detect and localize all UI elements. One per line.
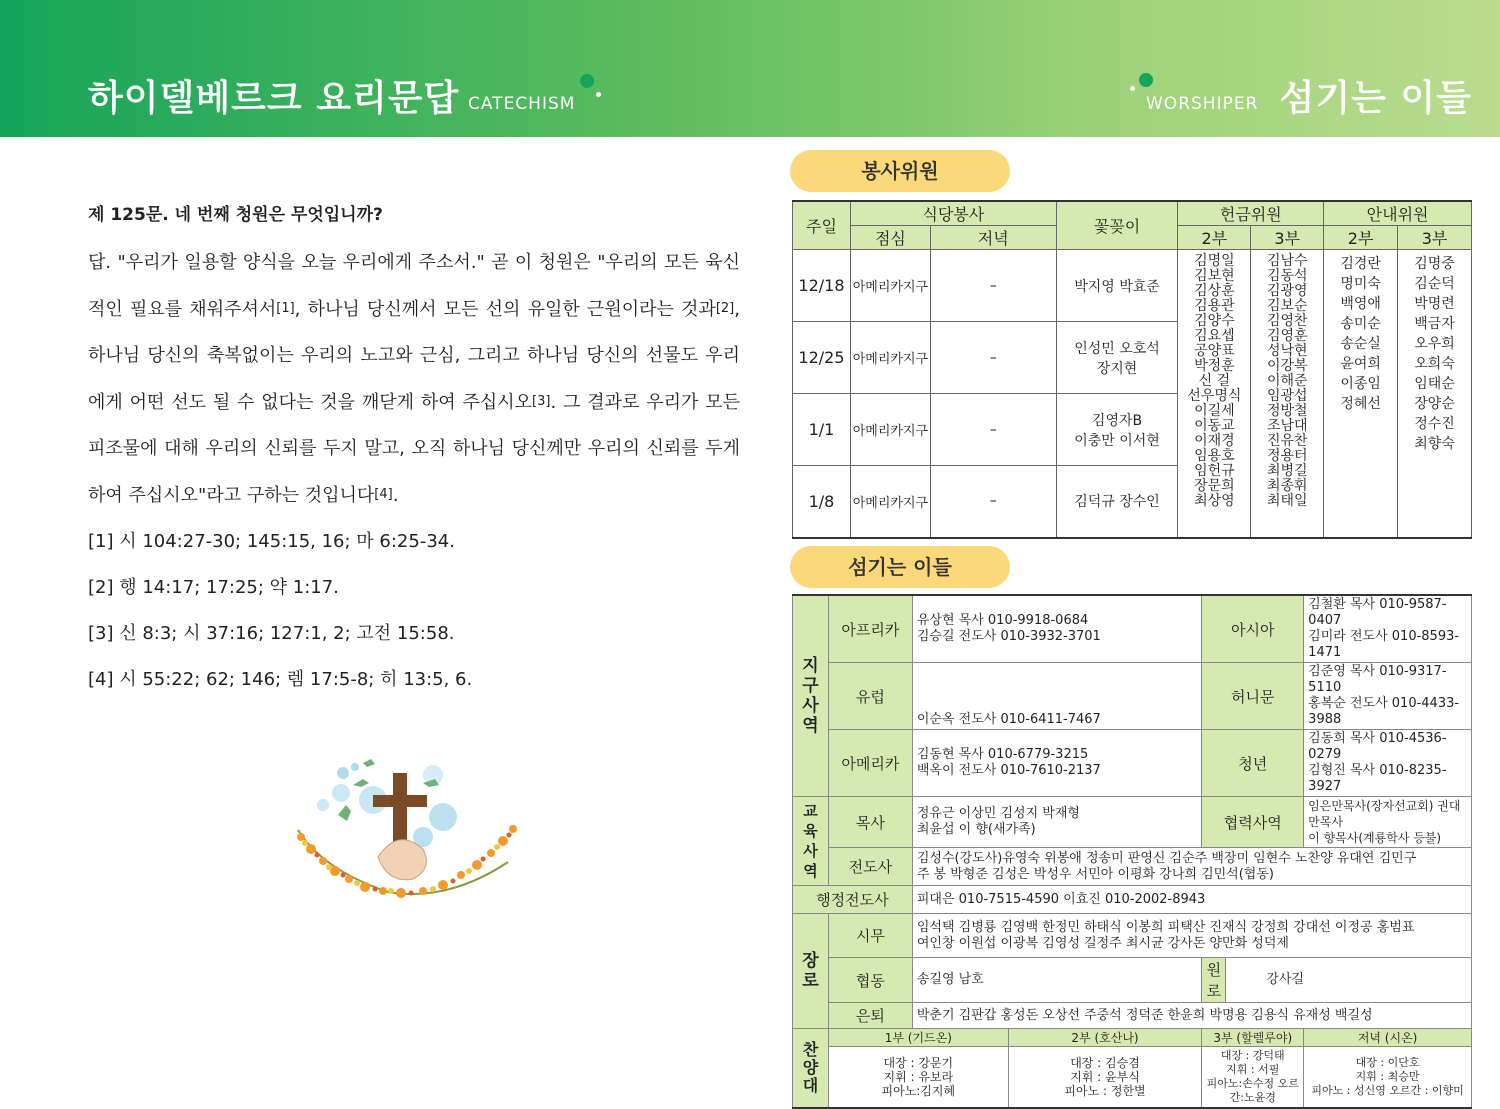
europe-label: 유럽: [828, 663, 912, 730]
footnote-ref: [1]: [276, 301, 295, 316]
header-lunch: 점심: [850, 226, 930, 250]
choir-3-info: 대장 : 강덕태 지휘 : 서필 피아노:손수정 오르간:노윤경: [1202, 1047, 1304, 1109]
europe-contacts: 이순옥 전도사 010-6411-7467: [912, 663, 1202, 730]
pastor-names: 정유근 이상민 김성지 박재형 최윤섭 이 향(새가족): [912, 797, 1202, 848]
answer-text: . 그 결과로 우리가 모든 피조물에 대해 우리의 신뢰를 두지 말고, 오직 하나님 당신께만 우리의 신뢰를 두게 하여 주십시오"라고 구하는 것입니다: [88, 392, 740, 506]
honorary-elder-label: 원로: [1202, 958, 1226, 1003]
green-dot-decoration: [1139, 73, 1153, 87]
header-guide-2: 2부: [1324, 226, 1398, 250]
answer-text: 답. "우리가 일용할 양식을 오늘 우리에게 주소서." 곧 이 청원은 "우리의 모든 육신적인 필요를 채워주셔서: [88, 252, 740, 320]
cooperative-names: 임은만목사(장자선교회) 권대만목사 이 향목사(계룡학사 등불): [1304, 797, 1472, 848]
offering-2-names: 김명일 김보현 김상훈 김용관 김양수 김요셉 공양표 박정훈 신 걸 선우명식 이길세 이동교 이재경 임용호 임헌규 장문희 최상영: [1178, 250, 1251, 538]
white-dot-decoration: [596, 92, 601, 97]
row-date: 1/1: [793, 394, 851, 466]
retired-elder-names: 박춘기 김판갑 홍성돈 오상선 주중석 정덕준 한윤희 박명용 김용식 유재성 백길성: [912, 1003, 1471, 1029]
active-elder-names: 임석택 김병룡 김영백 한정민 하태식 이봉희 피택산 진재식 강정희 강대선 이정공 홍범표 여인창 이원섭 이광복 김영성 길정주 최시균 강사돈 양만화 성덕제: [912, 914, 1471, 958]
reference-1: [1] 시 104:27-30; 145:15, 16; 마 6:25-34.: [88, 531, 455, 552]
row-lunch: 아메리카지구: [850, 394, 930, 466]
row-dinner: –: [930, 466, 1056, 538]
associate-elder-label: 협동: [828, 958, 912, 1003]
america-contacts: 김동현 목사 010-6779-3215 백옥이 전도사 010-7610-2137: [912, 730, 1202, 797]
worshiper-subtitle: WORSHIPER: [1146, 94, 1259, 114]
row-lunch: 아메리카지구: [850, 322, 930, 394]
service-committee-heading: 봉사위원: [790, 150, 1010, 192]
header-day: 주일: [793, 201, 851, 250]
header-offering: 헌금위원: [1178, 201, 1324, 226]
choir-2-name: 2부 (호산나): [1008, 1029, 1202, 1047]
row-date: 12/25: [793, 322, 851, 394]
header-offering-3: 3부: [1251, 226, 1324, 250]
row-flowers: 박지영 박효준: [1056, 250, 1178, 322]
header-guide-3: 3부: [1398, 226, 1472, 250]
choir-1-name: 1부 (기드온): [828, 1029, 1008, 1047]
row-dinner: –: [930, 394, 1056, 466]
honorary-elder-names: 강사길: [1226, 958, 1472, 1003]
row-date: 12/18: [793, 250, 851, 322]
row-flowers: 인성민 오호석 장지현: [1056, 322, 1178, 394]
header-dinner: 저녁: [930, 226, 1056, 250]
answer-text: , 하나님 당신께서 모든 선의 유일한 근원이라는 것과: [294, 299, 716, 320]
header-offering-2: 2부: [1178, 226, 1251, 250]
row-date: 1/8: [793, 466, 851, 538]
choir-1-info: 대장 : 강문기 지휘 : 유보라 피아노:김지혜: [828, 1047, 1008, 1109]
pastor-label: 목사: [828, 797, 912, 848]
choir-4-info: 대장 : 이단호 지휘 : 최승만 피아노 : 성신영 오르간 : 이향미: [1304, 1047, 1472, 1109]
honeymoon-contacts: 김준영 목사 010-9317-5110 홍복순 전도사 010-4433-3988: [1304, 663, 1472, 730]
reference-2: [2] 행 14:17; 17:25; 약 1:17.: [88, 577, 339, 598]
servants-table: [792, 594, 1472, 1109]
header-banner: [0, 0, 1500, 137]
catechism-question: 제 125문. 네 번째 청원은 무엇입니까?: [88, 205, 383, 225]
footnote-ref: [4]: [374, 487, 393, 502]
worshiper-title: 섬기는 이들: [1279, 78, 1472, 119]
choir-label: 찬 양 대: [793, 1029, 829, 1109]
choir-3-name: 3부 (할렐루야): [1202, 1029, 1304, 1047]
evangelist-names: 김성수(강도사)유영숙 위봉애 정송미 판영신 김순주 백장미 임현수 노찬양 유대연 김민구 주 봉 박형준 김성은 박성우 서민아 이평화 강나희 김민석(협동): [912, 848, 1471, 886]
row-lunch: 아메리카지구: [850, 250, 930, 322]
admin-evangelist-label: 행정전도사: [793, 886, 913, 914]
catechism-section: [88, 198, 740, 703]
choir-2-info: 대장 : 김승겸 지휘 : 윤부식 피아노 : 정한별: [1008, 1047, 1202, 1109]
retired-elder-label: 은퇴: [828, 1003, 912, 1029]
offering-3-names: 김남수 김동석 김광영 김보순 김영찬 김영훈 성낙현 이강복 이해준 임광섭 정방철 조남대 진유찬 정용터 최병길 최종휘 최태일: [1251, 250, 1324, 538]
row-lunch: 아메리카지구: [850, 466, 930, 538]
row-dinner: –: [930, 250, 1056, 322]
district-label: 지 구 사 역: [793, 595, 829, 797]
answer-text: .: [392, 485, 399, 506]
elder-label: 장 로: [793, 914, 829, 1029]
asia-label: 아시아: [1202, 595, 1304, 663]
choir-4-name: 저녁 (시온): [1304, 1029, 1472, 1047]
footnote-ref: [2]: [715, 301, 735, 316]
catechism-subtitle: CATECHISM: [468, 94, 576, 114]
catechism-answer: [88, 240, 740, 519]
africa-contacts: 유상현 목사 010-9918-0684 김승길 전도사 010-3932-3701: [912, 595, 1202, 663]
white-dot-decoration: [1130, 86, 1135, 91]
catechism-title: 하이델베르크 요리문답: [88, 78, 460, 119]
admin-evangelist-contacts: 피대은 010-7515-4590 이효진 010-2002-8943: [912, 886, 1471, 914]
answer-text: , 하나님 당신의 축복없이는 우리의 노고와 근심, 그리고 하나님 당신의 선물도 우리에게 어떤 선도 될 수 없다는 것을 깨닫게 하여 주십시오: [88, 299, 740, 413]
america-label: 아메리카: [828, 730, 912, 797]
youth-label: 청년: [1202, 730, 1304, 797]
footnote-ref: [3]: [532, 394, 551, 409]
row-dinner: –: [930, 322, 1056, 394]
servants-heading: 섬기는 이들: [790, 546, 1010, 588]
active-elder-label: 시무: [828, 914, 912, 958]
header-flowers: 꽃꽂이: [1056, 201, 1178, 250]
header-dining: 식당봉사: [850, 201, 1056, 226]
row-flowers: 김영자B 이충만 이서현: [1056, 394, 1178, 466]
reference-3: [3] 신 8:3; 시 37:16; 127:1, 2; 고전 15:58.: [88, 623, 455, 644]
education-label: 교육 사역: [793, 797, 829, 886]
guide-3-names: 김명중 김순덕 박명련 백금자 오우희 오희숙 임태순 장양순 정수진 최향숙: [1398, 250, 1472, 538]
cross-prayer-illustration: [283, 745, 533, 910]
cooperative-label: 협력사역: [1202, 797, 1304, 848]
row-flowers: 김덕규 장수인: [1056, 466, 1178, 538]
asia-contacts: 김철환 목사 010-9587-0407 김미라 전도사 010-8593-1471: [1304, 595, 1472, 663]
honeymoon-label: 허니문: [1202, 663, 1304, 730]
green-dot-decoration: [580, 74, 594, 88]
africa-label: 아프리카: [828, 595, 912, 663]
reference-4: [4] 시 55:22; 62; 146; 렘 17:5-8; 히 13:5, 6.: [88, 669, 473, 690]
associate-elder-names: 송길영 남호: [912, 958, 1202, 1003]
header-guide: 안내위원: [1324, 201, 1472, 226]
youth-contacts: 김동희 목사 010-4536-0279 김형진 목사 010-8235-3927: [1304, 730, 1472, 797]
service-committee-table: [792, 200, 1472, 539]
guide-2-names: 김경란 명미숙 백영애 송미순 송순실 윤여희 이종임 정혜선: [1324, 250, 1398, 538]
evangelist-label: 전도사: [828, 848, 912, 886]
